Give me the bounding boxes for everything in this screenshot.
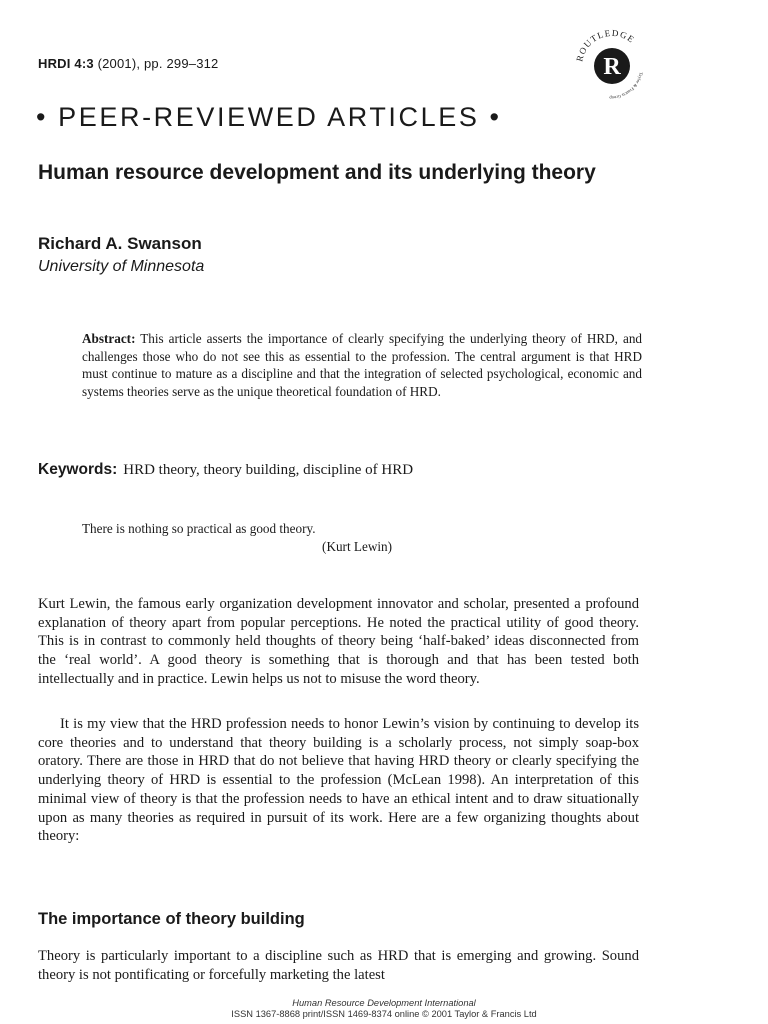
body-paragraph-3: Theory is particularly important to a discipline such as HRD that is emerging and growing. Sound theory is not pontificating or forcefully marketing the latest bbox=[38, 948, 639, 983]
logo-letter: R bbox=[603, 54, 621, 80]
abstract-label: Abstract: bbox=[82, 331, 136, 346]
journal-reference bbox=[38, 56, 219, 71]
section-label: • PEER-REVIEWED ARTICLES • bbox=[36, 102, 502, 132]
epigraph bbox=[82, 520, 422, 556]
epigraph-source: (Kurt Lewin) bbox=[322, 539, 392, 554]
section-heading: The importance of theory building bbox=[38, 910, 305, 928]
body-paragraph-2: It is my view that the HRD profession needs to honor Lewin’s vision by continuing to develop its core theories and to understand that theory building is a scholarly process, not simply soap-box oratory. There are those in HRD that do not believe that having HRD theory or clearly specifying the underlying theory of HRD is essential to the profession (McLean 1998). An interpretation of this minimal view of theory is that the profession needs to have an ethical intent and to draw situationally upon as many theories as required in pursuit of its work. Here are a few organizing thoughts about theory: bbox=[38, 716, 639, 845]
abstract-text: This article asserts the importance of clearly specifying the underlying theory of HRD, and challenges those who do not see this as essential to the profession. The central argument is that HRD must continue to mature as a discipline and that the integration of selected psychological, economic and systems theories serve as the unique theoretical foundation of HRD. bbox=[82, 331, 643, 399]
footer-issn: ISSN 1367-8868 print/ISSN 1469-8374 online © 2001 Taylor & Francis Ltd bbox=[231, 1009, 537, 1019]
body-paragraph-1: Kurt Lewin, the famous early organization development innovator and scholar, presented a profound explanation of theory apart from popular perceptions. He noted the practical utility of good theory. This is in contrast to commonly held thoughts of theory being ‘half-baked’ ideas disconnected from the ‘real world’. A good theory is something that is thorough and that has been tested both intellectually and in practice. Lewin helps us not to misuse the word theory. bbox=[38, 596, 639, 687]
keywords-label: Keywords: bbox=[38, 461, 118, 478]
journal-code: HRDI 4:3 bbox=[38, 56, 94, 71]
keywords-text: HRD theory, theory building, discipline of HRD bbox=[123, 462, 414, 478]
abstract bbox=[82, 330, 642, 400]
logo-group-name: Taylor & Francis Group bbox=[609, 71, 644, 101]
author-name: Richard A. Swanson bbox=[38, 234, 202, 253]
epigraph-quote: There is nothing so practical as good theory. bbox=[82, 521, 316, 536]
footer-journal-name: Human Resource Development International bbox=[292, 998, 476, 1008]
logo-publisher-name: ROUTLEDGE bbox=[574, 27, 637, 63]
author-affiliation: University of Minnesota bbox=[38, 258, 205, 275]
page-footer bbox=[0, 998, 768, 1020]
routledge-logo-icon bbox=[566, 20, 658, 112]
journal-issue-pages: (2001), pp. 299–312 bbox=[97, 56, 219, 71]
keywords bbox=[38, 461, 413, 479]
article-title: Human resource development and its underlying theory bbox=[38, 161, 596, 184]
